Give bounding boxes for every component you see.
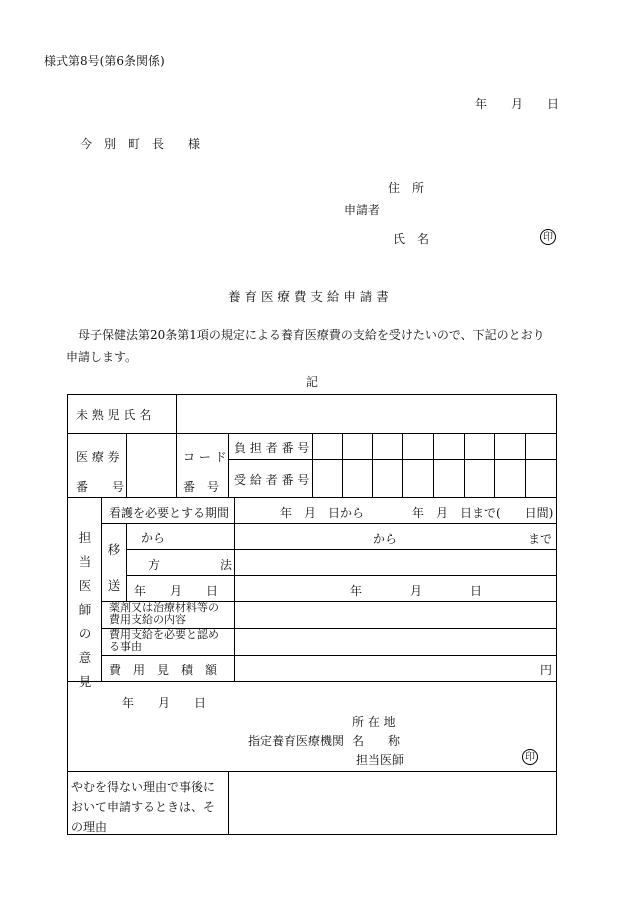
transfer-route-from[interactable]: から — [373, 532, 398, 546]
medical-ticket-number-label: 番 号 — [76, 480, 125, 494]
child-name-field[interactable] — [178, 396, 554, 432]
date-line: 年 月 日 — [475, 97, 560, 111]
ki-mark: 記 — [306, 375, 319, 389]
medical-ticket-label: 医 療 券 — [76, 450, 120, 464]
nursing-period-label: 看護を必要とする期間 — [109, 506, 230, 520]
child-name-label: 未 熟 児 氏 名 — [76, 408, 152, 422]
name-label: 氏 名 — [393, 232, 430, 246]
sig-doctor-label: 担当医師 — [356, 753, 405, 767]
late-reason-field[interactable] — [230, 773, 554, 833]
transfer-vertical-label: 移 送 — [107, 542, 121, 593]
form-number: 様式第8号(第6条関係) — [44, 54, 165, 68]
sig-date: 年 月 日 — [122, 696, 207, 710]
sig-institution-label: 指定養育医療機関 — [248, 734, 345, 748]
applicant-label: 申請者 — [344, 203, 381, 217]
transfer-from-label: から — [141, 531, 166, 545]
body-line-1: 母子保健法第20条第1項の規定による養育医療費の支給を受けたいので、下記のとおり — [78, 328, 545, 342]
cost-unit: 円 — [540, 663, 553, 677]
method-field[interactable] — [236, 551, 554, 574]
cost-field[interactable] — [236, 657, 536, 680]
reason-field[interactable] — [236, 630, 554, 654]
form-title: 養 育 医 療 費 支 給 申 請 書 — [228, 289, 389, 304]
payer-number-label: 負 担 者 番 号 — [234, 441, 310, 455]
recipient-number-label: 受 給 者 番 号 — [234, 473, 310, 487]
transfer-date-value[interactable]: 年 月 日 — [350, 584, 483, 598]
doctor-seal-mark: 印 — [522, 749, 538, 765]
method-label: 方 法 — [148, 558, 233, 572]
nursing-period-value[interactable]: 年 月 日から 年 月 日まで( 日間) — [280, 506, 554, 520]
seal-mark: 印 — [540, 229, 556, 245]
code-label: コ ー ド — [183, 450, 227, 464]
late-reason-label: やむを得ない理由で事後に おいて申請するときは、そ の理由 — [71, 780, 216, 834]
sig-name-label: 名 称 — [352, 734, 401, 748]
body-line-2: 申請します。 — [66, 350, 138, 364]
addressee: 今 別 町 長 様 — [80, 137, 201, 151]
sig-address-label: 所 在 地 — [352, 715, 396, 729]
address-label: 住 所 — [388, 181, 425, 195]
drug-label: 薬剤又は治療材料等の 費用支給の内容 — [109, 601, 219, 626]
reason-label: 費用支給を必要と認め る事由 — [109, 628, 219, 653]
payer-number-field[interactable] — [314, 435, 554, 458]
drug-field[interactable] — [236, 603, 554, 627]
code-number-label: 番 号 — [183, 480, 220, 494]
medical-ticket-field[interactable] — [128, 435, 175, 496]
doctor-opinion-vertical-label: 担 当 医 師 の 意 見 — [78, 530, 92, 689]
cost-label: 費 用 見 積 額 — [109, 663, 218, 677]
transfer-date-label: 年 月 日 — [134, 584, 219, 598]
transfer-route-to[interactable]: まで — [528, 532, 553, 546]
recipient-number-field[interactable] — [314, 461, 554, 496]
